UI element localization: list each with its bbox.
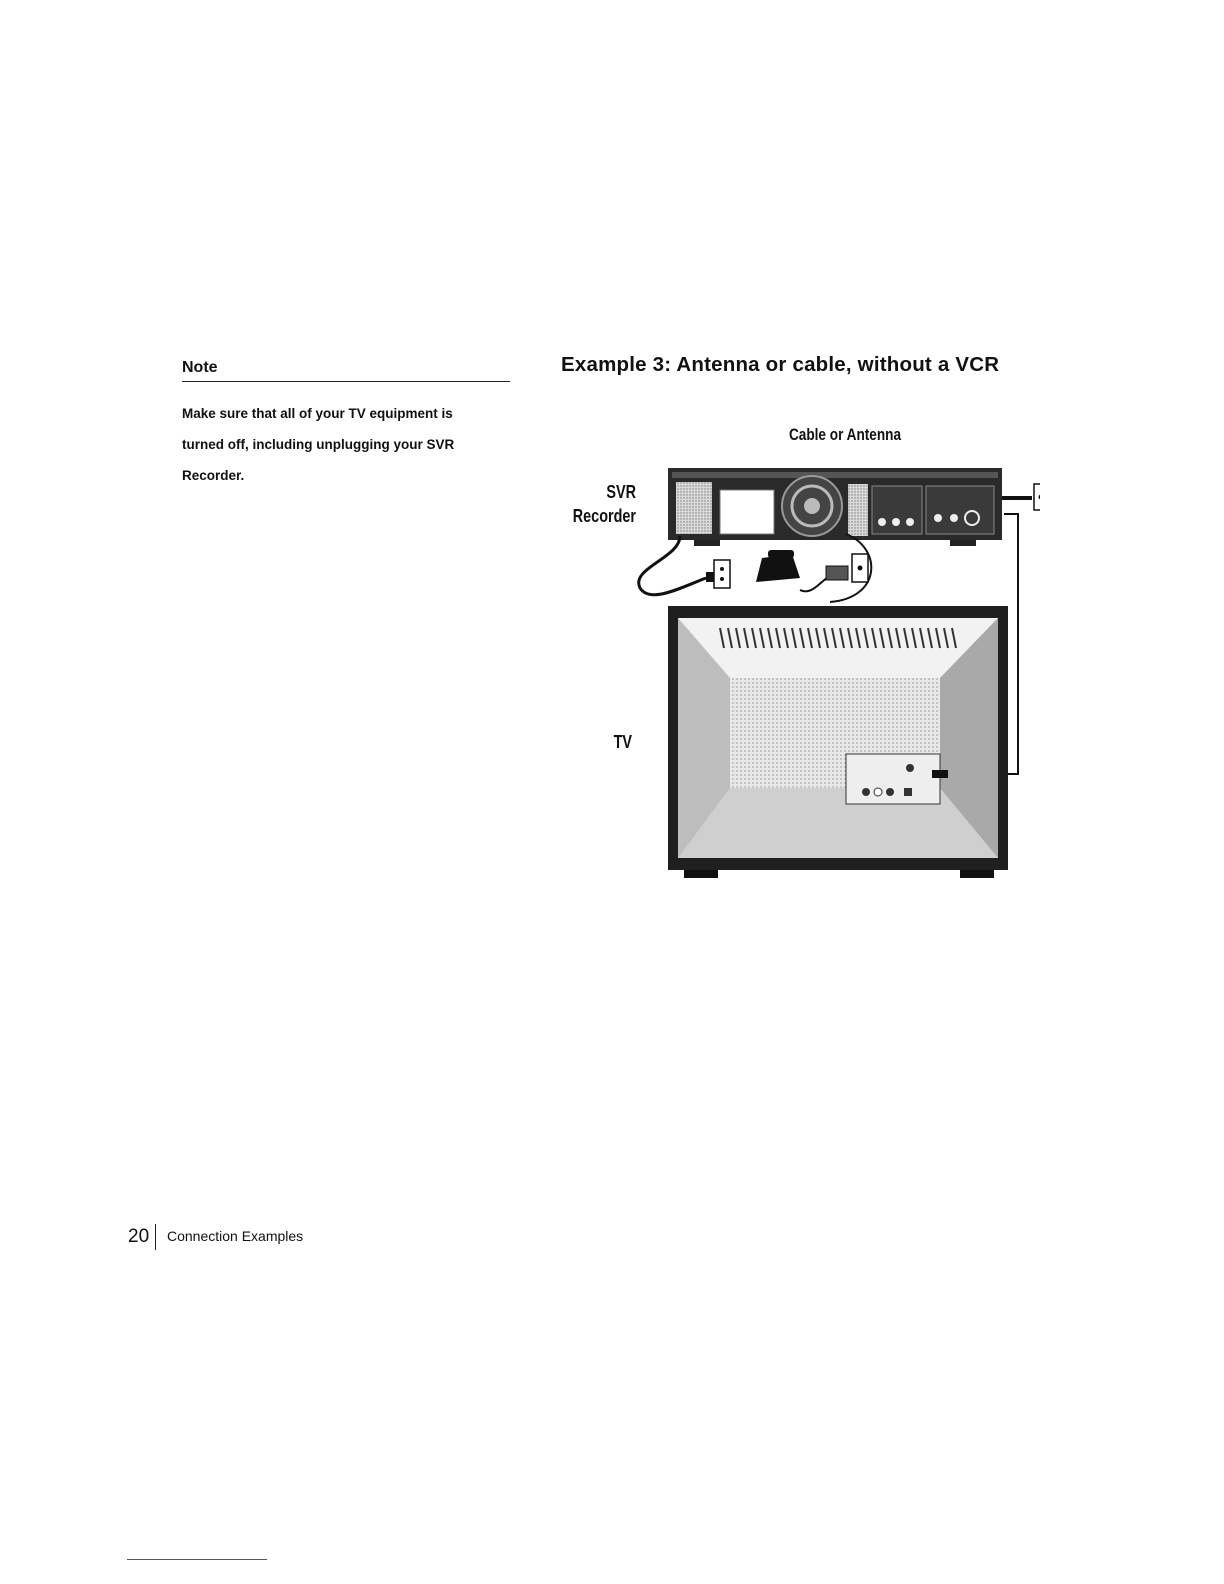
note-body [182, 398, 512, 491]
footer-section-name: Connection Examples [167, 1228, 304, 1244]
tv-device [668, 606, 1008, 878]
telephone [756, 550, 800, 582]
connection-diagram [620, 458, 1040, 883]
tv-label: TV [613, 732, 632, 752]
svr-label-line: SVR [606, 482, 636, 502]
cable-or-antenna-label: Cable or Antenna [788, 425, 902, 444]
svr-label-line: Recorder [572, 506, 636, 526]
svr-recorder-device [668, 468, 1002, 546]
page-number: 20 [128, 1224, 156, 1250]
note-heading: Note [182, 359, 510, 382]
note-line: Make sure that all of your TV equipment is [182, 406, 453, 421]
phone-wall-jack [800, 534, 871, 602]
antenna-wall-jack [1002, 484, 1040, 510]
section-title: Example 3: Antenna or cable, without a VCR [561, 353, 1000, 376]
note-line: Recorder. [182, 468, 245, 483]
note-line: turned off, including unplugging your SVR [182, 437, 455, 452]
bottom-divider [127, 1559, 267, 1560]
